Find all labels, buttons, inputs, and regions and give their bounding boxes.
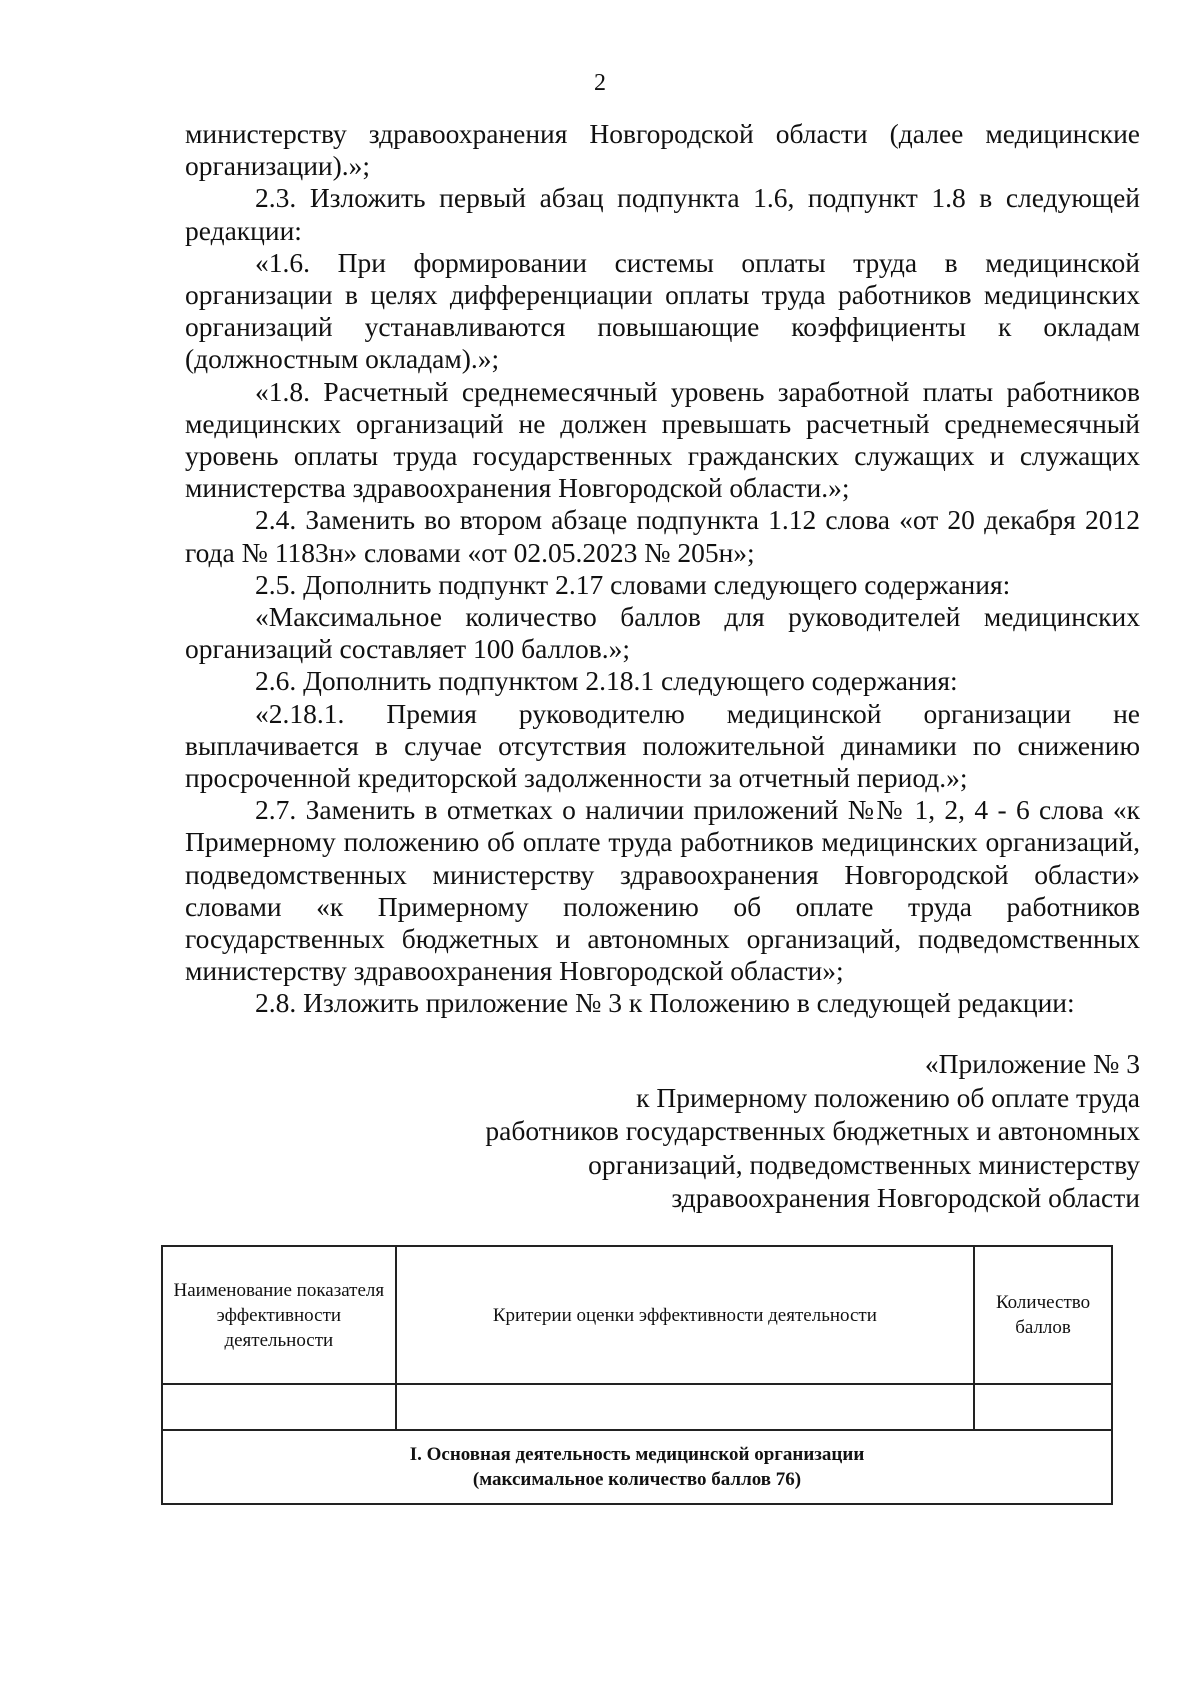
paragraph: 2.8. Изложить приложение № 3 к Положению в следующей редакции: <box>255 987 1075 1019</box>
paragraph: «Максимальное количество баллов для руководителей медицинских организаций составляет 100 баллов.»; <box>185 601 1140 665</box>
table-cell <box>162 1384 396 1430</box>
header-criteria: Критерии оценки эффективности деятельности <box>396 1246 974 1384</box>
paragraph: «1.8. Расчетный среднемесячный уровень заработной платы работников медицинских организаций не должен превышать расчетный среднемесячный уровень оплаты труда государственных гражданских служащих и служащих министерства здравоохранения Новгородской области.»; <box>185 375 1140 504</box>
criteria-table <box>161 1245 1113 1505</box>
table-header-row <box>162 1246 1112 1384</box>
appendix-line: к Примерному положению об оплате труда <box>636 1081 1140 1113</box>
section-title <box>162 1430 1112 1504</box>
page-number: 2 <box>594 70 606 96</box>
section-row <box>162 1430 1112 1504</box>
section-title-line: I. Основная деятельность медицинской организации <box>409 1444 865 1465</box>
appendix-title: «Приложение № 3 <box>924 1048 1140 1079</box>
appendix-line: работников государственных бюджетных и автономных <box>485 1115 1140 1146</box>
section-title-line: (максимальное количество баллов 76) <box>472 1469 802 1490</box>
appendix-line: здравоохранения Новгородской области <box>671 1182 1140 1213</box>
paragraph: 2.7. Заменить в отметках о наличии приложений №№ 1, 2, 4 - 6 слова «к Примерному положению об оплате труда работников медицинских организаций, подведомственных министерству здравоохранения Новгородской области» словами «к Примерному положению об оплате труда работников государственных бюджетных и автономных организаций, подведомственных министерству здравоохранения Новгородской области»; <box>185 794 1140 987</box>
paragraph: 2.3. Изложить первый абзац подпункта 1.6, подпункт 1.8 в следующей редакции: <box>185 182 1140 246</box>
paragraph: 2.6. Дополнить подпунктом 2.18.1 следующего содержания: <box>255 665 958 697</box>
document-body <box>185 118 1140 1020</box>
table-cell <box>396 1384 974 1430</box>
paragraph: министерству здравоохранения Новгородской области (далее медицинские организации).»; <box>185 118 1140 182</box>
table-row <box>162 1384 1112 1430</box>
paragraph: «2.18.1. Премия руководителю медицинской организации не выплачивается в случае отсутствия положительной динамики по снижению просроченной кредиторской задолженности за отчетный период.»; <box>185 697 1140 794</box>
paragraph: 2.4. Заменить во втором абзаце подпункта 1.12 слова «от 20 декабря 2012 года № 1183н» словами «от 02.05.2023 № 205н»; <box>185 504 1140 568</box>
paragraph: «1.6. При формировании системы оплаты труда в медицинской организации в целях дифференциации оплаты труда работников медицинских организаций устанавливаются повышающие коэффициенты к окладам (должностным окладам).»; <box>185 246 1140 375</box>
header-indicator: Наименование показателя эффективности деятельности <box>162 1246 396 1384</box>
table-cell <box>974 1384 1112 1430</box>
appendix-heading <box>400 1047 1140 1215</box>
appendix-line: организаций, подведомственных министерству <box>588 1148 1140 1180</box>
paragraph: 2.5. Дополнить подпункт 2.17 словами следующего содержания: <box>255 568 1011 600</box>
header-points: Количество баллов <box>974 1246 1112 1384</box>
